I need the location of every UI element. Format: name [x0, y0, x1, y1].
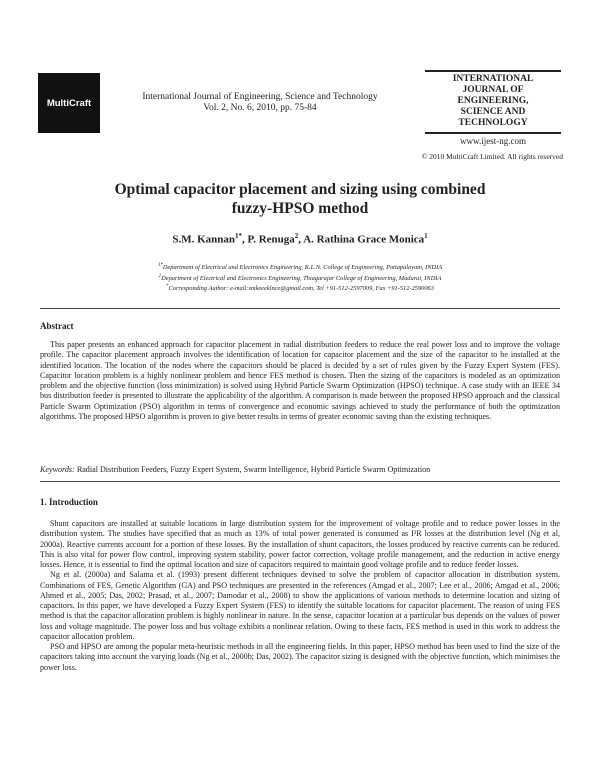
- author-sup: 1: [424, 232, 428, 240]
- title-line: fuzzy-HPSO method: [231, 200, 369, 217]
- affiliation-line: $^2$Department of Electrical and Electronics Engineering, Thiagarajar College of Engineering, Madurai, INDIA: [158, 273, 442, 282]
- introduction-body: [40, 519, 560, 673]
- author-name: P. Renuga: [247, 233, 295, 246]
- keywords: [40, 465, 560, 474]
- divider: [40, 308, 560, 309]
- author-sup: 1*: [235, 232, 242, 240]
- journal-citation: [130, 92, 390, 114]
- journal-box-line: SCIENCE AND: [460, 107, 526, 117]
- abstract-text: This paper presents an enhanced approach for capacitor placement in radial distribution feeders to reduce the real power loss and to improve the voltage profile. The capacitor placement approach involves the identification of location for capacitor placement and the size of the capacitor to be installed at the identified location. The location of the nodes where the capacitors should be placed is decided by a set of rules given by the Fuzzy Expert System (FES). Capacitor location problem is a highly nonlinear problem and hence FES method is chosen. Then the sizing of the capacitors is modeled as an optimization problem and the objective function (loss minimization) is solved using Hybrid Particle Swarm Optimization (HPSO) technique. A case study with an IEEE 34 bus distribution feeder is presented to illustrate the applicability of the algorithm. A comparison is made between the proposed HPSO approach and the classical Particle Swarm Optimization (PSO) algorithm in terms of convergence and economic savings achieved to study the performance of both the optimization algorithms. The proposed HPSO algorithm is proven to give better results in terms of greater economic saving than the existing techniques.: [40, 340, 560, 421]
- introduction-heading: 1. Introduction: [40, 497, 98, 507]
- affiliations: [40, 262, 560, 294]
- abstract-body: [40, 340, 560, 422]
- keywords-label: Keywords:: [40, 465, 75, 474]
- author-name: S.M. Kannan: [172, 233, 235, 246]
- abstract-heading: Abstract: [40, 321, 74, 331]
- intro-paragraph: Ng et al. (2000a) and Salama et al. (1993) present different techniques devised to solve the problem of capacitor allocation in distribution system. Combinations of FES, Genetic Algorithm (GA) and PSO techniques are presented in the references (Amgad et al., 2007; Lee et al., 2006; Amgad et al., 2006; Ahmed et al., 2005; Das, 2002; Prasad, et al., 2007; Damodar et al., 2008) to show the applications of various methods to determine location and sizing of capacitors. In this paper, we have developed a Fuzzy Expert System (FES) to identify the suitable locations for capacitor placement. The reason of using FES method is that the capacitor allocation problem is highly nonlinear in nature. In the sense, capacitor location at a particular bus depends on the values of power loss and voltage magnitude. The power loss and bus voltage exhibits a nonlinear relation. Owing to these facts, FES method is used in this work to address the capacitor allocation problem.: [40, 570, 560, 641]
- journal-volume: Vol. 2, No. 6, 2010, pp. 75-84: [203, 103, 317, 113]
- copyright-notice: © 2010 MultiCraft Limited. All rights reserved: [421, 152, 563, 161]
- paper-title: [60, 180, 540, 218]
- divider: [40, 481, 560, 482]
- intro-paragraph: Shunt capacitors are installed at suitable locations in large distribution system for the improvement of voltage profile and to reduce power losses in the distribution system. The studies have specified that as much as 13% of total power generated is consumed as I²R losses at the distribution level (Ng et al, 2000a). Reactive currents account for a portion of these losses. By the installation of shunt capacitors, the losses produced by reactive currents can be reduced. This is also vital for power flow control, improving system stability, power factor correction, voltage profile management, and the reduction in active energy losses. Hence, it is essential to find the optimal location and size of capacitors required to maintain good voltage profile and to reduce feeder losses.: [40, 519, 560, 569]
- journal-name: International Journal of Engineering, Science and Technology: [142, 92, 378, 102]
- journal-title-box: [425, 70, 561, 134]
- journal-website[interactable]: www.ijest-ng.com: [460, 136, 526, 146]
- intro-paragraph: PSO and HPSO are among the popular meta-heuristic methods in all the engineering fields. In this paper, HPSO method has been used to find the size of the capacitors taking into account the varying loads (Ng et al., 2000b; Das, 2002). The capacitor sizing is designed with the objective function, which minimises the power loss.: [40, 642, 560, 672]
- journal-box-line: INTERNATIONAL: [452, 74, 534, 84]
- journal-box-line: TECHNOLOGY: [458, 118, 528, 128]
- multicraft-logo: [38, 73, 100, 133]
- affiliation-line: $^{1*}$Department of Electrical and Electronics Engineering, K.L.N. College of Engineering, Pottapalayam, INDIA: [157, 263, 443, 272]
- logo-text: MultiCraft: [46, 97, 92, 109]
- affiliation-line: *Corresponding Author: e-mail:smkeeeklnce@gmail.com, Tel +91-512-2597009, Fax +91-512-2590063: [166, 284, 434, 293]
- author-name: A. Rathina Grace Monica: [303, 233, 425, 246]
- journal-box-line: JOURNAL OF: [462, 85, 524, 95]
- author-sup: 2: [294, 232, 299, 240]
- author-list: S.M. Kannan$^{1*}$, P. Renuga$^2$, A. Rathina Grace Monica$^1$: [172, 232, 428, 246]
- keywords-text: Radial Distribution Feeders, Fuzzy Expert System, Swarm Intelligence, Hybrid Particle Swarm Optimization: [76, 465, 431, 474]
- title-line: Optimal capacitor placement and sizing using combined: [114, 181, 486, 198]
- journal-box-line: ENGINEERING,: [457, 96, 529, 106]
